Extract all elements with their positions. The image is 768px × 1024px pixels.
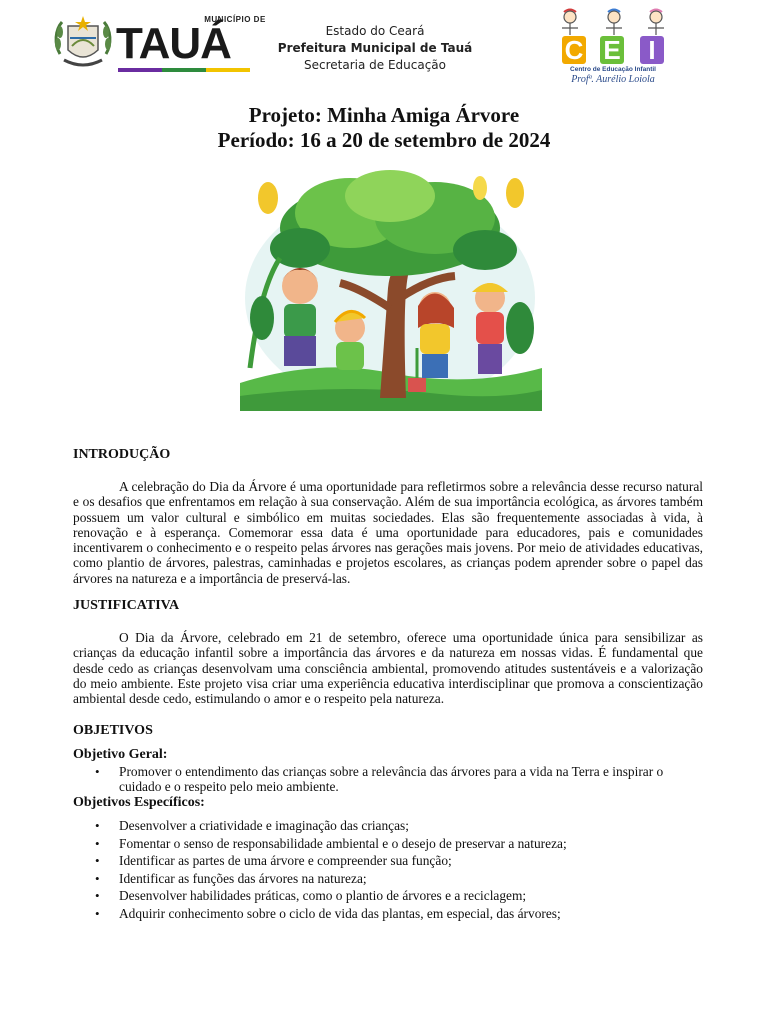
prefecture-label: Prefeitura Municipal de Tauá xyxy=(277,41,473,55)
taua-bar-green xyxy=(162,68,206,72)
cei-signature: Profª. Aurélio Loiola xyxy=(571,74,655,85)
justification-heading: JUSTIFICATIVA xyxy=(73,598,180,613)
list-item: • Fomentar o senso de responsabilidade ambiental e o desejo de preservar a natureza; xyxy=(95,835,567,851)
objectives-heading: OBJETIVOS xyxy=(73,723,153,738)
taua-bar-purple xyxy=(118,68,162,72)
justification-paragraph xyxy=(73,630,703,706)
municipal-crest-icon xyxy=(52,14,114,74)
tree-children-illustration xyxy=(240,168,542,411)
bullet-icon: • xyxy=(95,905,100,921)
bullet-icon: • xyxy=(95,818,100,833)
list-item: • Identificar as funções das árvores na natureza; xyxy=(95,870,367,886)
project-period: Período: 16 a 20 de setembro de 2024 xyxy=(217,128,551,152)
cei-letter-i: I xyxy=(640,36,664,64)
bullet-icon: • xyxy=(95,888,100,904)
cei-logo xyxy=(552,8,674,84)
secretariat-label: Secretaria de Educação xyxy=(303,58,446,72)
intro-text: A celebração do Dia da Árvore é uma oportunidade para refletirmos sobre a relevância desse recurso natural e os desafios que enfrentamos em relação à sua conservação. Além de sua importância ecológica, as árvores também possuem um valor cultural e simbólico em muitas sociedades. Elas são frequentemente associadas à vida, à renovação e à esperança. Comemorar essa data é uma oportunidade para educadores, pais e comunidades incentivarem o conhecimento e o respeito pelas árvores nas gerações mais jovens. Por meio de atividades educativas, como plantio de árvores, palestras, caminhadas e projetos escolares, as crianças podem aprender sobre o papel das árvores na natureza e a importância de preservá-las. xyxy=(73,479,703,586)
municipality-small-label: MUNICÍPIO DE xyxy=(204,15,266,24)
children-figures-icon xyxy=(556,8,670,38)
bullet-icon: • xyxy=(95,764,100,779)
list-item: • Desenvolver a criatividade e imaginação das crianças; xyxy=(95,818,409,833)
list-item: • Adquirir conhecimento sobre o ciclo de vida das plantas, em especial, das árvores; xyxy=(95,905,561,921)
bullet-icon: • xyxy=(95,853,100,869)
specific-objectives-heading: Objetivos Específicos: xyxy=(73,795,205,810)
general-objective-heading: Objetivo Geral: xyxy=(73,747,168,762)
intro-heading: INTRODUÇÃO xyxy=(73,447,171,462)
general-objective-list xyxy=(73,764,703,795)
cei-letter-c: C xyxy=(562,36,586,64)
cei-letter-e: E xyxy=(600,36,624,64)
list-item: • Promover o entendimento das crianças sobre a relevância das árvores para a vida na Terra e inspirar o cuidado e o respeito pelo meio ambiente. xyxy=(95,764,664,795)
justification-text: O Dia da Árvore, celebrado em 21 de setembro, oferece uma oportunidade única para sensibilizar as crianças da educação infantil sobre a importância das árvores e da natureza em nossas vidas. É fundamental que desde cedo as crianças desenvolvam uma consciência ambiental, promovendo atitudes sustentáveis e a valorização do meio ambiente. Este projeto visa criar uma experiência educativa interdisciplinar que promova a conscientização ambiental desde cedo, estimulando o amor e o respeito pela natureza. xyxy=(73,630,703,707)
bullet-icon: • xyxy=(95,870,100,886)
state-label: Estado do Ceará xyxy=(325,24,425,38)
taua-bar-yellow xyxy=(206,68,250,72)
municipality-name: TAUÁ xyxy=(116,19,231,68)
specific-objectives-list xyxy=(73,818,703,921)
header-institution xyxy=(270,23,480,74)
project-title: Projeto: Minha Amiga Árvore xyxy=(248,103,520,127)
cei-name: Centro de Educação Infantil xyxy=(570,66,656,73)
bullet-icon: • xyxy=(95,835,100,851)
list-item: • Identificar as partes de uma árvore e compreender sua função; xyxy=(95,853,452,869)
taua-logo xyxy=(50,12,266,76)
intro-paragraph xyxy=(73,479,703,586)
list-item: • Desenvolver habilidades práticas, como o plantio de árvores e a reciclagem; xyxy=(95,888,527,904)
